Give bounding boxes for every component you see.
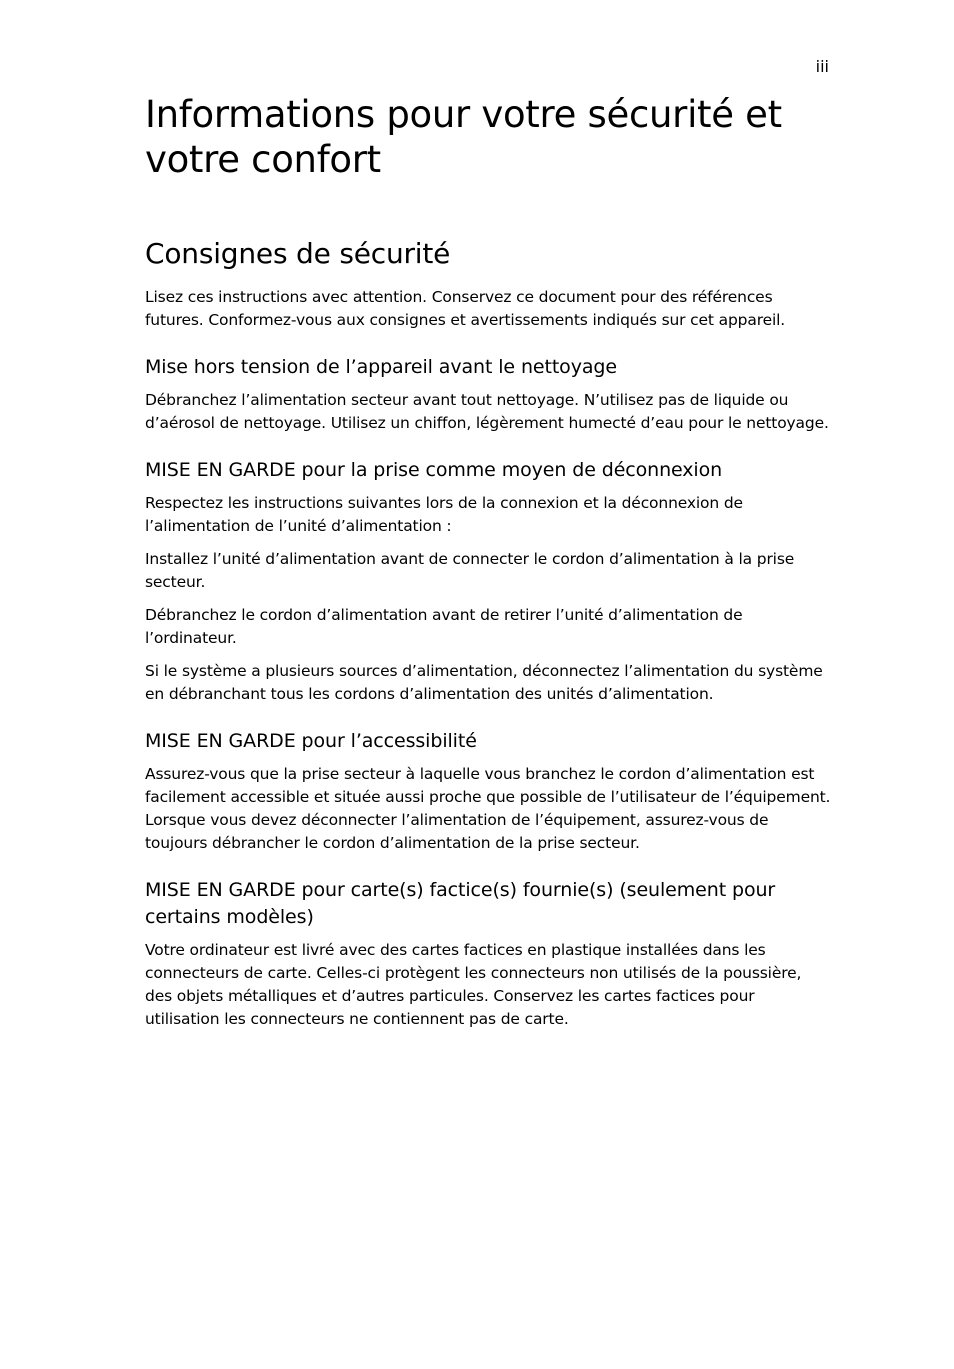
document-body — [145, 92, 831, 1031]
paragraph: Débranchez le cordon d’alimentation avant de retirer l’unité d’alimentation de l’ordinateur. — [145, 606, 743, 647]
subsection-heading: MISE EN GARDE pour la prise comme moyen de déconnexion — [145, 459, 723, 481]
page-title: Informations pour votre sécurité et votre confort — [145, 93, 782, 181]
subsection-heading: MISE EN GARDE pour l’accessibilité — [145, 730, 477, 752]
subsection-disconnect — [145, 457, 831, 706]
paragraph: Si le système a plusieurs sources d’alimentation, déconnectez l’alimentation du système en débranchant tous les cordons d’alimentation des unités d’alimentation. — [145, 662, 823, 703]
subsection-cleaning — [145, 354, 831, 435]
subsection-heading: Mise hors tension de l’appareil avant le nettoyage — [145, 356, 617, 378]
section-heading: Consignes de sécurité — [145, 237, 451, 270]
section-intro: Lisez ces instructions avec attention. Conservez ce document pour des références futures. Conformez-vous aux consignes et avertissements indiqués sur cet appareil. — [145, 288, 786, 329]
paragraph: Assurez-vous que la prise secteur à laquelle vous branchez le cordon d’alimentation est facilement accessible et située aussi proche que possible de l’utilisateur de l’équipement. Lorsque vous devez déconnecter l’alimentation de l’équipement, assurez-vous de toujours débrancher le cordon d’alimentation de la prise secteur. — [145, 765, 831, 852]
paragraph: Débranchez l’alimentation secteur avant tout nettoyage. N’utilisez pas de liquide ou d’aérosol de nettoyage. Utilisez un chiffon, légèrement humecté d’eau pour le nettoyage. — [145, 391, 829, 432]
paragraph: Votre ordinateur est livré avec des cartes factices en plastique installées dans les connecteurs de carte. Celles-ci protègent les connecteurs non utilisés de la poussière, des objets métalliques et d’autres particules. Conservez les cartes factices pour utilisation les connecteurs ne contiennent pas de carte. — [145, 941, 802, 1028]
subsection-heading: MISE EN GARDE pour carte(s) factice(s) fournie(s) (seulement pour certains modèles) — [145, 879, 776, 928]
subsection-dummy-cards — [145, 877, 831, 1031]
paragraph: Installez l’unité d’alimentation avant de connecter le cordon d’alimentation à la prise secteur. — [145, 550, 795, 591]
page-number: iii — [815, 57, 829, 76]
paragraph: Respectez les instructions suivantes lors de la connexion et la déconnexion de l’alimentation de l’unité d’alimentation : — [145, 494, 743, 535]
subsection-accessibility — [145, 728, 831, 855]
